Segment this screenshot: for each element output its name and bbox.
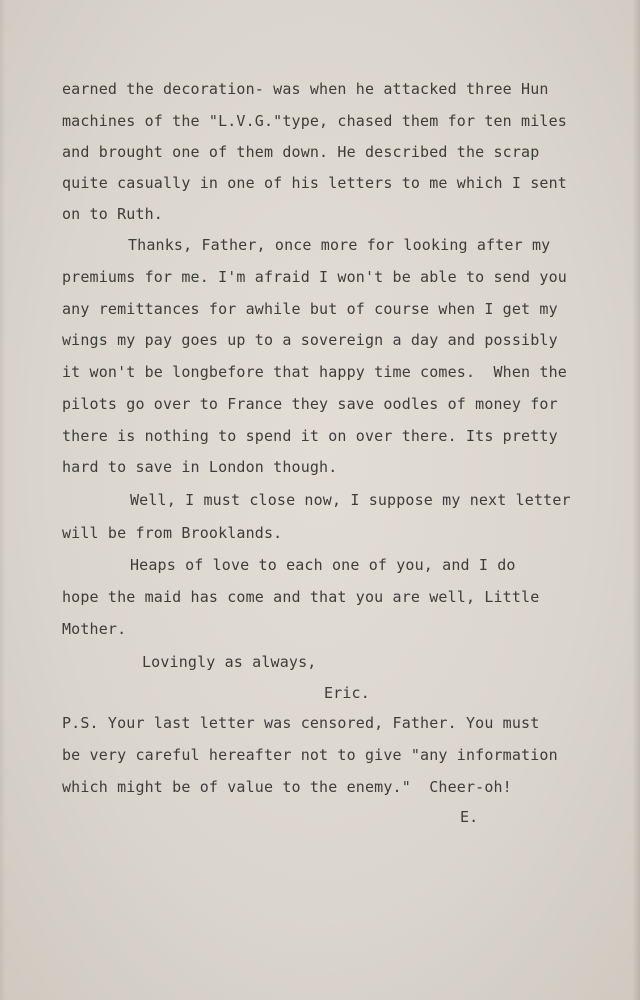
letter-postscript: P.S. Your last letter was censored, Father. You must bbox=[62, 714, 540, 732]
letter-line: hard to save in London though. bbox=[62, 458, 338, 476]
letter-line: will be from Brooklands. bbox=[62, 524, 283, 542]
page-shadow-right bbox=[632, 0, 640, 1000]
page-shadow-left bbox=[0, 0, 6, 1000]
letter-line: and brought one of them down. He described the scrap bbox=[62, 143, 540, 161]
letter-line: wings my pay goes up to a sovereign a day and possibly bbox=[62, 331, 558, 349]
letter-line: on to Ruth. bbox=[62, 205, 163, 223]
letter-line: it won't be longbefore that happy time comes. When the bbox=[62, 363, 567, 381]
letter-line: Thanks, Father, once more for looking after my bbox=[128, 236, 551, 254]
letter-line: hope the maid has come and that you are well, Little bbox=[62, 588, 540, 606]
letter-postscript: which might be of value to the enemy." Cheer-oh! bbox=[62, 778, 512, 796]
letter-signature: Eric. bbox=[324, 684, 370, 702]
letter-line: earned the decoration- was when he attacked three Hun bbox=[62, 80, 549, 98]
letter-line: Heaps of love to each one of you, and I do bbox=[130, 556, 516, 574]
letter-line: any remittances for awhile but of course when I get my bbox=[62, 300, 558, 318]
letter-closing: Lovingly as always, bbox=[142, 653, 317, 671]
letter-line: premiums for me. I'm afraid I won't be able to send you bbox=[62, 268, 567, 286]
letter-line: Well, I must close now, I suppose my next letter bbox=[130, 491, 571, 509]
letter-line: quite casually in one of his letters to me which I sent bbox=[62, 174, 567, 192]
letter-postscript-signature: E. bbox=[460, 808, 479, 826]
letter-line: machines of the "L.V.G."type, chased them for ten miles bbox=[62, 112, 567, 130]
letter-line: there is nothing to spend it on over there. Its pretty bbox=[62, 427, 558, 445]
letter-line: Mother. bbox=[62, 620, 127, 638]
letter-postscript: be very careful hereafter not to give "any information bbox=[62, 746, 558, 764]
letter-line: pilots go over to France they save oodles of money for bbox=[62, 395, 558, 413]
